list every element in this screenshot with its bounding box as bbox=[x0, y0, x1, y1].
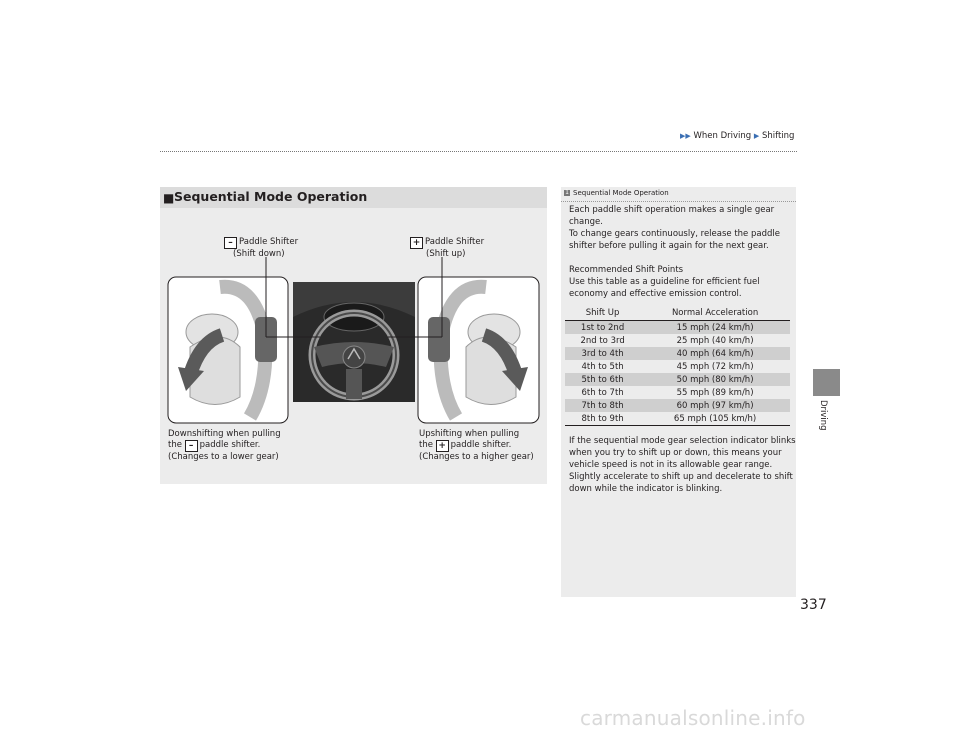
table-row: 7th to 8th 60 mph (97 km/h) bbox=[565, 399, 790, 412]
table-row: 8th to 9th 65 mph (105 km/h) bbox=[565, 412, 790, 426]
table-row: 5th to 6th 50 mph (80 km/h) bbox=[565, 373, 790, 386]
callout-shift-up: + Paddle Shifter (Shift up) bbox=[410, 237, 484, 260]
watermark: carmanualsonline.info bbox=[580, 706, 806, 730]
breadcrumb-arrow-icon: ▶▶ bbox=[680, 132, 691, 140]
note-reference-icon: 1 bbox=[565, 189, 569, 196]
sequential-mode-panel bbox=[160, 187, 547, 484]
breadcrumb bbox=[680, 131, 794, 141]
column-header-normal-acceleration: Normal Acceleration bbox=[640, 305, 790, 321]
table-header-row bbox=[565, 305, 790, 321]
table-row: 6th to 7th 55 mph (89 km/h) bbox=[581, 387, 754, 398]
plus-key-icon: + bbox=[436, 440, 449, 452]
shift-points-table bbox=[565, 305, 790, 426]
minus-key-icon: – bbox=[185, 440, 198, 452]
table-row: 3rd to 4th 40 mph (64 km/h) bbox=[565, 347, 790, 360]
notes-paragraph-3: If the sequential mode gear selection indicator blinks when you try to shift up or down, this means your vehicle speed is not in its allowable gear range. Slightly accelerate to shift up and decelerate to shift down while the indicator is blinking. bbox=[569, 436, 796, 494]
breadcrumb-item-when-driving[interactable]: When Driving bbox=[693, 131, 752, 141]
chapter-tab-label: Driving bbox=[818, 400, 828, 431]
minus-key-icon: – bbox=[224, 237, 237, 249]
chapter-tab-marker[interactable] bbox=[813, 369, 840, 396]
breadcrumb-item-shifting[interactable]: Shifting bbox=[761, 131, 795, 141]
table-row: 1st to 2nd 15 mph (24 km/h) bbox=[565, 321, 790, 335]
upshift-caption: Upshifting when pulling the + paddle shifter. (Changes to a higher gear) bbox=[419, 429, 534, 462]
notes-column bbox=[561, 187, 796, 597]
table-row: 4th to 5th 45 mph (72 km/h) bbox=[581, 361, 754, 372]
table-row: 2nd to 3rd 25 mph (40 km/h) bbox=[580, 335, 754, 346]
header-divider bbox=[160, 151, 797, 152]
section-title: Sequential Mode Operation bbox=[174, 189, 368, 204]
breadcrumb-arrow-icon: ▶ bbox=[753, 132, 760, 140]
plus-key-icon: + bbox=[410, 237, 423, 249]
downshift-caption: Downshifting when pulling the – paddle shifter. (Changes to a lower gear) bbox=[168, 429, 281, 462]
notes-header bbox=[561, 187, 796, 202]
notes-paragraph-1: Each paddle shift operation makes a single gear change. To change gears continuously, release the paddle shifter before pulling it again for the next gear. bbox=[569, 205, 780, 251]
callout-shift-down: – Paddle Shifter (Shift down) bbox=[224, 237, 298, 260]
section-square-icon: ■ bbox=[163, 191, 175, 205]
notes-title: Sequential Mode Operation bbox=[573, 189, 669, 197]
notes-paragraph-2: Recommended Shift Points Use this table as a guideline for efficient fuel economy and effective emission control. bbox=[569, 265, 760, 299]
page-number: 337 bbox=[800, 597, 827, 613]
column-header-shift-up: Shift Up bbox=[565, 305, 640, 321]
